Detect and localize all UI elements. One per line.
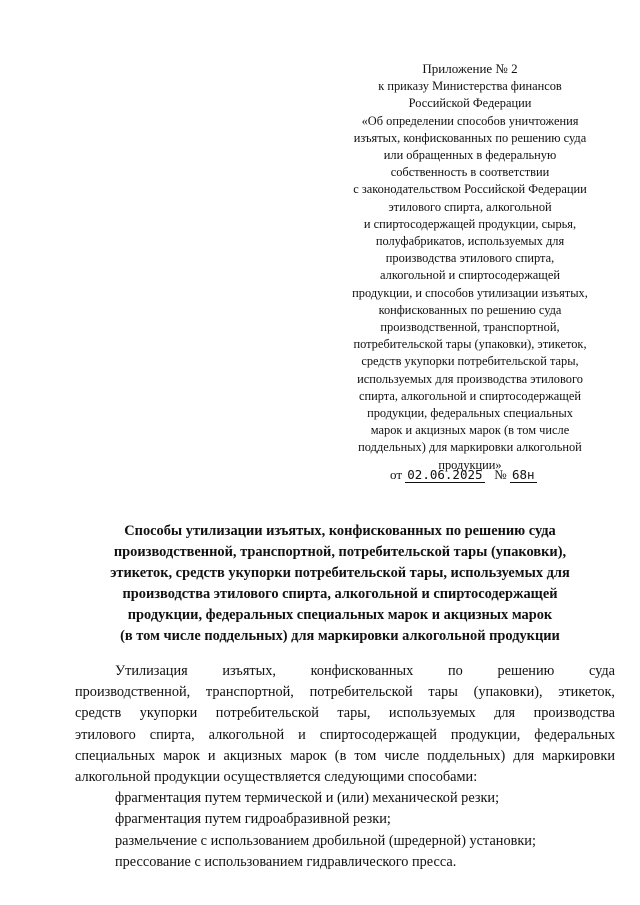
annex-line: или обращенных в федеральную (383, 148, 557, 163)
intro-last-line: алкогольной продукции осуществляется следующими способами: (75, 769, 478, 786)
order-date-number (390, 466, 537, 484)
title-line: этикеток, средств укупорки потребительской тары, используемых для (110, 565, 570, 581)
document-title (70, 521, 610, 647)
annex-line: к приказу Министерства финансов (378, 79, 562, 94)
annex-line: поддельных) для маркировки алкогольной (358, 440, 582, 455)
annex-line: с законодательством Российской Федерации (353, 182, 587, 197)
annex-line: продукции, федеральных специальных (367, 406, 573, 421)
intro-line: средств укупорки потребительской тары, используемых для производства (75, 705, 615, 722)
annex-line: алкогольной и спиртосодержащей (380, 268, 560, 283)
annex-line: изъятых, конфискованных по решению суда (353, 130, 587, 145)
title-line: производства этилового спирта, алкогольной и спиртосодержащей (122, 586, 558, 602)
annex-line: используемых для производства этилового (357, 371, 583, 386)
method-item: фрагментация путем гидроабразивной резки; (115, 811, 391, 828)
title-line: производственной, транспортной, потребительской тары (упаковки), (113, 544, 567, 560)
annex-line: Приложение № 2 (422, 61, 518, 76)
annex-line: производственной, транспортной, (380, 320, 560, 335)
annex-line: конфискованных по решению суда (378, 302, 562, 317)
order-number: 68н (511, 467, 535, 482)
annex-line: продукции, и способов утилизации изъятых, (352, 285, 588, 300)
annex-line: средств укупорки потребительской тары, (361, 354, 579, 369)
intro-line: специальных марок и акцизных марок (в том числе поддельных) для маркировки (75, 747, 615, 764)
annex-line: продукции» (438, 457, 502, 472)
annex-header (320, 60, 620, 474)
title-line: продукции, федеральных специальных марок и акцизных марок (127, 607, 553, 623)
annex-line: производства этилового спирта, (385, 251, 555, 266)
number-prefix: № (494, 467, 507, 482)
date-prefix: от (390, 467, 403, 482)
title-line: (в том числе поддельных) для маркировки алкогольной продукции (120, 628, 560, 644)
annex-line: «Об определении способов уничтожения (361, 113, 579, 128)
annex-line: полуфабрикатов, используемых для (375, 234, 565, 249)
intro-line: производственной, транспортной, потребительской тары (упаковки), этикеток, (75, 684, 615, 701)
method-item: размельчение с использованием дробильной (шредерной) установки; (115, 832, 536, 849)
annex-line: этилового спирта, алкогольной (388, 199, 552, 214)
title-line: Способы утилизации изъятых, конфискованных по решению суда (124, 523, 556, 539)
annex-line: марок и акцизных марок (в том числе (370, 423, 570, 438)
document-body (75, 661, 615, 873)
intro-line: этилового спирта, алкогольной и спиртосодержащей продукции, федеральных (75, 726, 615, 743)
intro-first-line: Утилизация изъятых, конфискованных по решению суда (115, 663, 615, 679)
annex-line: Российской Федерации (408, 96, 532, 111)
annex-line: потребительской тары (упаковки), этикеток, (353, 337, 587, 352)
annex-line: спирта, алкогольной и спиртосодержащей (359, 388, 581, 403)
annex-line: собственность в соответствии (390, 165, 550, 180)
method-item: фрагментация путем термической и (или) механической резки; (115, 790, 500, 807)
method-item: прессование с использованием гидравлического пресса. (115, 853, 457, 870)
annex-line: и спиртосодержащей продукции, сырья, (363, 216, 577, 231)
order-date: 02.06.2025 (407, 467, 483, 482)
